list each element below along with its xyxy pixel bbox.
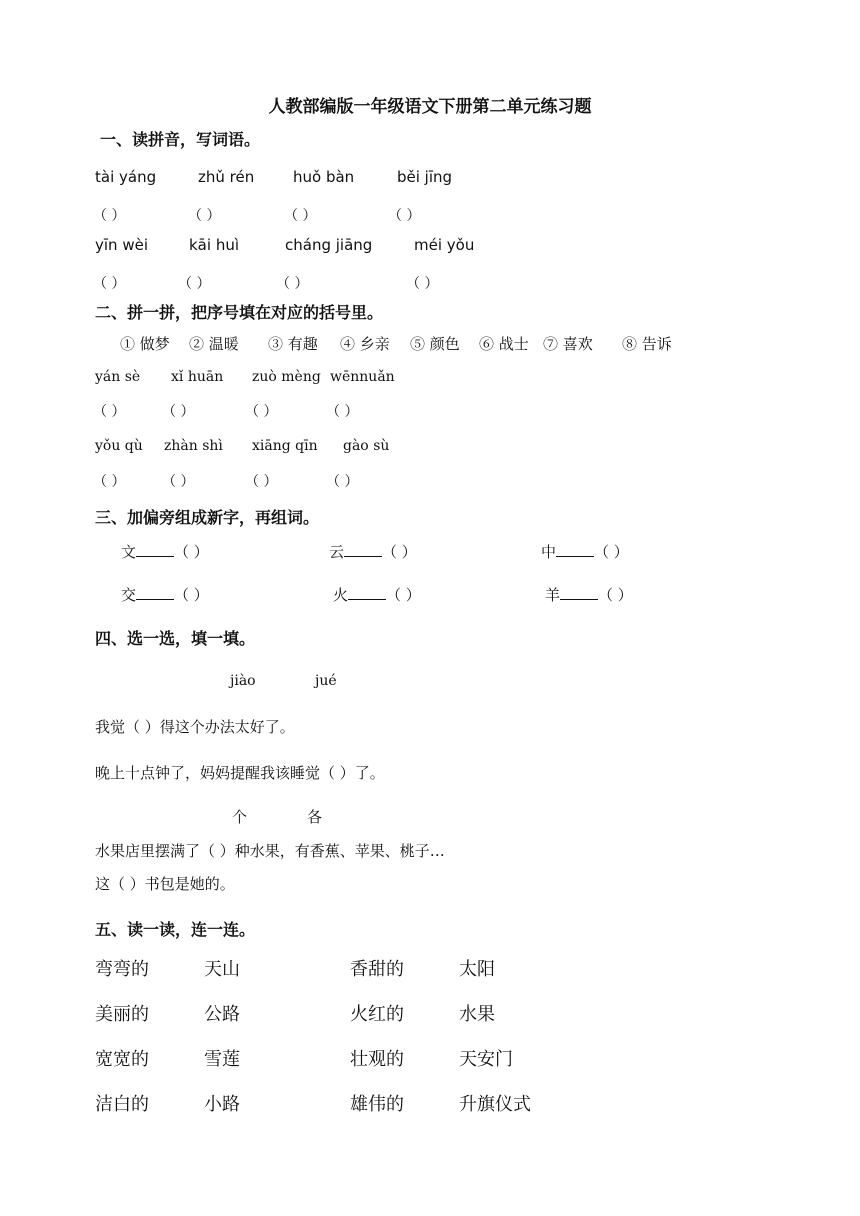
radical-item [121, 584, 209, 605]
choice-char-ge: 个 [232, 808, 248, 826]
sentence-1: 我觉（ ）得这个办法太好了。 [95, 718, 295, 736]
match-left-adj[interactable]: 洁白的 [95, 1094, 149, 1115]
answer-bracket[interactable]: （ ） [245, 404, 278, 420]
fill-blank[interactable] [344, 542, 382, 557]
answer-bracket[interactable]: （ ） [93, 208, 126, 224]
radical-item [541, 541, 629, 562]
pinyin-xiangqin: xiāng qīn [252, 438, 318, 454]
sentence-2: 晚上十点钟了，妈妈提醒我该睡觉（ ）了。 [95, 764, 385, 782]
pinyin-gaosu: gào sù [343, 438, 390, 454]
option-4: ④ 乡亲 [340, 335, 390, 353]
section-4-heading: 四、选一选，填一填。 [95, 629, 256, 648]
match-right-noun[interactable]: 水果 [459, 1004, 495, 1025]
answer-bracket[interactable]: （ ） [326, 474, 359, 490]
match-right-adj[interactable]: 雄伟的 [350, 1094, 404, 1115]
pinyin-meiyou: méi yǒu [414, 236, 475, 254]
pinyin-zhuren: zhǔ rén [198, 168, 255, 186]
choice-char-ge2: 各 [307, 808, 323, 826]
radical-item [545, 584, 633, 605]
answer-bracket[interactable]: （ ） [245, 474, 278, 490]
match-right-noun[interactable]: 升旗仪式 [459, 1094, 531, 1115]
answer-bracket[interactable]: （ ） [386, 586, 421, 604]
match-left-adj[interactable]: 宽宽的 [95, 1049, 149, 1070]
match-left-adj[interactable]: 美丽的 [95, 1004, 149, 1025]
answer-bracket[interactable]: （ ） [284, 208, 317, 224]
base-char: 中 [541, 543, 557, 561]
match-left-noun[interactable]: 公路 [204, 1004, 240, 1025]
pinyin-zhanshi: zhàn shì [164, 438, 223, 454]
answer-bracket[interactable]: （ ） [162, 474, 195, 490]
answer-bracket[interactable]: （ ） [174, 543, 209, 561]
option-5: ⑤ 颜色 [410, 335, 460, 353]
pinyin-taiyang: tài yáng [95, 168, 157, 186]
option-8: ⑧ 告诉 [622, 335, 672, 353]
pinyin-xihuan: xǐ huān [171, 369, 224, 385]
match-left-noun[interactable]: 雪莲 [204, 1049, 240, 1070]
page-title: 人教部编版一年级语文下册第二单元练习题 [268, 97, 592, 117]
fill-blank[interactable] [556, 542, 594, 557]
match-right-adj[interactable]: 火红的 [350, 1004, 404, 1025]
pinyin-yanse: yán sè [95, 369, 141, 385]
pinyin-jue: jué [315, 673, 337, 689]
radical-item [121, 541, 209, 562]
base-char: 交 [121, 586, 137, 604]
pinyin-youqu: yǒu qù [95, 438, 143, 454]
base-char: 云 [329, 543, 345, 561]
base-char: 羊 [545, 586, 561, 604]
fill-blank[interactable] [348, 585, 386, 600]
pinyin-yinwei: yīn wèi [95, 236, 148, 254]
answer-bracket[interactable]: （ ） [178, 276, 211, 292]
pinyin-jiao: jiào [230, 673, 256, 689]
pinyin-beijing: běi jīng [397, 168, 453, 186]
base-char: 文 [121, 543, 137, 561]
answer-bracket[interactable]: （ ） [162, 404, 195, 420]
answer-bracket[interactable]: （ ） [598, 586, 633, 604]
match-left-noun[interactable]: 小路 [204, 1094, 240, 1115]
sentence-3: 水果店里摆满了（ ）种水果，有香蕉、苹果、桃子… [95, 842, 445, 860]
answer-bracket[interactable]: （ ） [594, 543, 629, 561]
base-char: 火 [333, 586, 349, 604]
option-2: ② 温暖 [189, 335, 239, 353]
option-7: ⑦ 喜欢 [543, 335, 593, 353]
answer-bracket[interactable]: （ ） [188, 208, 221, 224]
pinyin-zuomeng: zuò mèng [252, 369, 321, 385]
match-left-adj[interactable]: 弯弯的 [95, 959, 149, 980]
answer-bracket[interactable]: （ ） [93, 404, 126, 420]
pinyin-kaihui: kāi huì [189, 236, 239, 254]
answer-bracket[interactable]: （ ） [326, 404, 359, 420]
answer-bracket[interactable]: （ ） [276, 276, 309, 292]
match-right-noun[interactable]: 太阳 [459, 959, 495, 980]
answer-bracket[interactable]: （ ） [382, 543, 417, 561]
answer-bracket[interactable]: （ ） [406, 276, 439, 292]
section-1-heading: 一、读拼音，写词语。 [100, 130, 261, 149]
answer-bracket[interactable]: （ ） [93, 474, 126, 490]
answer-bracket[interactable]: （ ） [174, 586, 209, 604]
pinyin-huoban: huǒ bàn [293, 168, 355, 186]
radical-item [333, 584, 421, 605]
option-3: ③ 有趣 [268, 335, 318, 353]
fill-blank[interactable] [136, 585, 174, 600]
match-right-adj[interactable]: 香甜的 [350, 959, 404, 980]
match-left-noun[interactable]: 天山 [204, 959, 240, 980]
option-6: ⑥ 战士 [479, 335, 529, 353]
match-right-noun[interactable]: 天安门 [459, 1049, 513, 1070]
pinyin-changjiang: cháng jiāng [285, 236, 373, 254]
section-2-heading: 二、拼一拼，把序号填在对应的括号里。 [95, 303, 384, 322]
section-5-heading: 五、读一读，连一连。 [95, 920, 256, 939]
answer-bracket[interactable]: （ ） [93, 276, 126, 292]
answer-bracket[interactable]: （ ） [388, 208, 421, 224]
sentence-4: 这（ ）书包是她的。 [95, 875, 235, 893]
match-right-adj[interactable]: 壮观的 [350, 1049, 404, 1070]
option-1: ① 做梦 [120, 335, 170, 353]
fill-blank[interactable] [136, 542, 174, 557]
radical-item [329, 541, 417, 562]
section-3-heading: 三、加偏旁组成新字，再组词。 [95, 508, 320, 527]
fill-blank[interactable] [560, 585, 598, 600]
pinyin-wennuan: wēnnuǎn [330, 369, 395, 385]
